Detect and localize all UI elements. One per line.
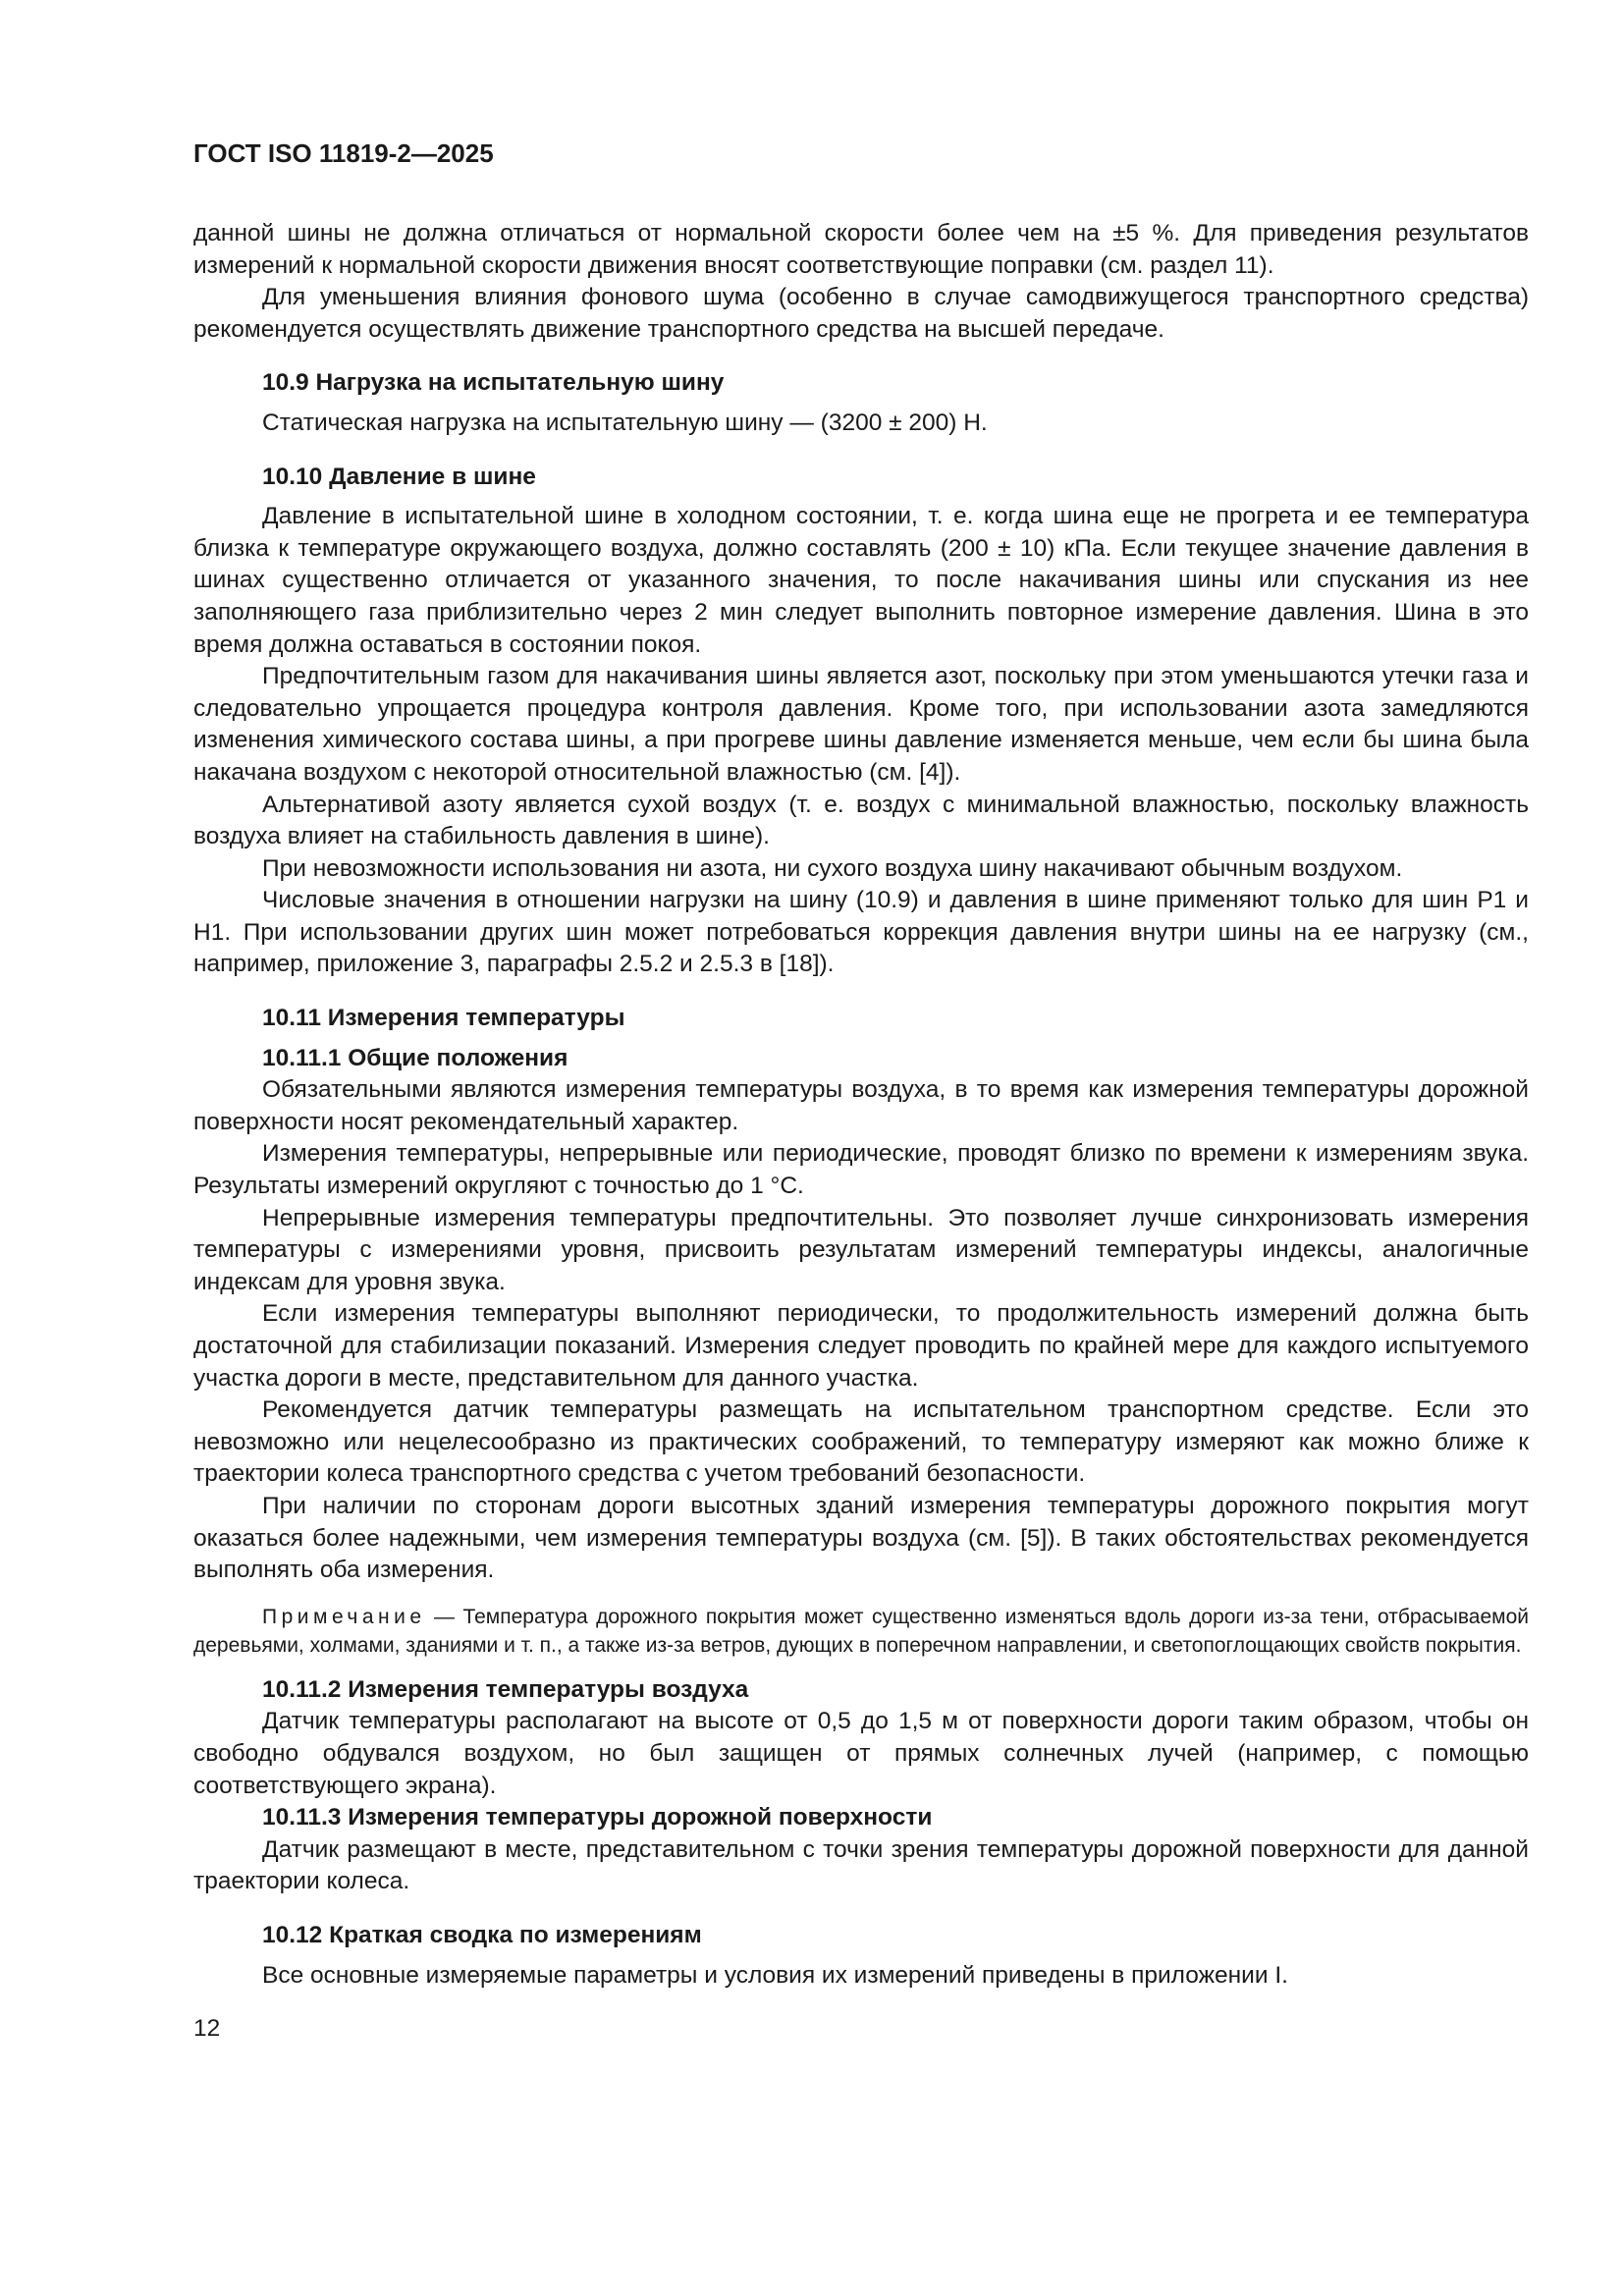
paragraph-10-11-1-2: Измерения температуры, непрерывные или периодические, проводят близко по времени к измерениям звука. Результаты измерений округляют с точностью до 1 °С. [193,1140,1529,1200]
paragraph-background-noise: Для уменьшения влияния фонового шума (особенно в случае самодвижущегося транспортного средства) рекомендуется осуществлять движение транспортного средства на высшей передаче. [193,284,1529,343]
paragraph-10-11-3: Датчик размещают в месте, представительном с точки зрения температуры дорожной поверхности для данной траектории колеса. [193,1835,1529,1895]
section-heading-10-11: 10.11 Измерения температуры [262,1005,625,1032]
note-block [193,1603,1529,1661]
document-page [193,137,1529,2045]
paragraph-10-11-1-4: Если измерения температуры выполняют периодически, то продолжительность измерений должна быть достаточной для стабилизации показаний. Измерения следует проводить по крайней мере для каждого испытуемого участка дороги в месте, представительном для данного участка. [193,1300,1529,1392]
section-heading-10-12: 10.12 Краткая сводка по измерениям [262,1921,702,1948]
document-header-title: ГОСТ ISO 11819-2—2025 [193,138,494,168]
note-text: — Температура дорожного покрытия может существенно изменяться вдоль дороги из-за тени, отбрасываемой деревьями, холмами, зданиями и т. п., а также из-за ветров, дующих в поперечном направлении, и светопоглощающих свойств покрытия. [193,1605,1529,1658]
section-heading-10-10: 10.10 Давление в шине [262,463,536,490]
paragraph-10-11-1-5: Рекомендуется датчик температуры размещать на испытательном транспортном средстве. Если это невозможно или нецелесообразно из практических соображений, то температуру измеряют как можно ближе к траектории колеса транспортного средства с учетом требований безопасности. [193,1396,1529,1488]
paragraph-10-10-3: Альтернативой азоту является сухой воздух (т. е. воздух с минимальной влажностью, поскольку влажность воздуха влияет на стабильность давления в шине). [193,791,1529,850]
section-heading-10-11-3: 10.11.3 Измерения температуры дорожной поверхности [262,1804,933,1831]
page-number: 12 [193,2015,221,2043]
section-heading-10-9: 10.9 Нагрузка на испытательную шину [262,369,725,397]
section-heading-10-11-2: 10.11.2 Измерения температуры воздуха [262,1675,749,1703]
paragraph-10-11-1-6: При наличии по сторонам дороги высотных зданий измерения температуры дорожного покрытия могут оказаться более надежными, чем измерения температуры воздуха (см. [5]). В таких обстоятельствах рекомендуется выполнять оба измерения. [193,1492,1529,1584]
paragraph-10-9: Статическая нагрузка на испытательную шину — (3200 ± 200) Н. [262,409,988,436]
paragraph-10-12: Все основные измеряемые параметры и условия их измерений приведены в приложении I. [262,1961,1288,1989]
paragraph-10-11-1-3: Непрерывные измерения температуры предпочтительны. Это позволяет лучше синхронизовать измерения температуры с измерениями уровня, присвоить результатам измерений температуры индексы, аналогичные индексам для уровня звука. [193,1204,1529,1295]
note-label: Примечание [262,1605,426,1628]
paragraph-10-11-1-1: Обязательными являются измерения температуры воздуха, в то время как измерения температуры дорожной поверхности носят рекомендательный характер. [193,1076,1529,1135]
paragraph-10-10-5: Числовые значения в отношении нагрузки на шину (10.9) и давления в шине применяют только для шин P1 и H1. При использовании других шин может потребоваться коррекция давления внутри шины на ее нагрузку (см., например, приложение 3, параграфы 2.5.2 и 2.5.3 в [18]). [193,887,1529,978]
section-heading-10-11-1: 10.11.1 Общие положения [262,1044,568,1071]
paragraph-10-10-4: При невозможности использования ни азота, ни сухого воздуха шину накачивают обычным воздухом. [262,854,1403,882]
paragraph-10-10-2: Предпочтительным газом для накачивания шины является азот, поскольку при этом уменьшаются утечки газа и следовательно упрощается процедура контроля давления. Кроме того, при использовании азота замедляются изменения химического состава шины, а при прогреве шины давление изменяется меньше, чем если бы шина была накачана воздухом с некоторой относительной влажностью (см. [4]). [193,663,1529,786]
paragraph-10-10-1: Давление в испытательной шине в холодном состоянии, т. е. когда шина еще не прогрета и ее температура близка к температуре окружающего воздуха, должно составлять (200 ± 10) кПа. Если текущее значение давления в шинах существенно отличается от указанного значения, то после накачивания шины или спускания из нее заполняющего газа приблизительно через 2 мин следует выполнить повторное измерение давления. Шина в это время должна оставаться в состоянии покоя. [193,503,1529,658]
paragraph-10-11-2: Датчик температуры располагают на высоте от 0,5 до 1,5 м от поверхности дороги таким образом, чтобы он свободно обдувался воздухом, но был защищен от прямых солнечных лучей (например, с помощью соответствующего экрана). [193,1708,1529,1799]
paragraph-continuation: данной шины не должна отличаться от нормальной скорости более чем на ±5 %. Для приведения результатов измерений к нормальной скорости движения вносят соответствующие поправки (см. раздел 11). [193,220,1529,279]
